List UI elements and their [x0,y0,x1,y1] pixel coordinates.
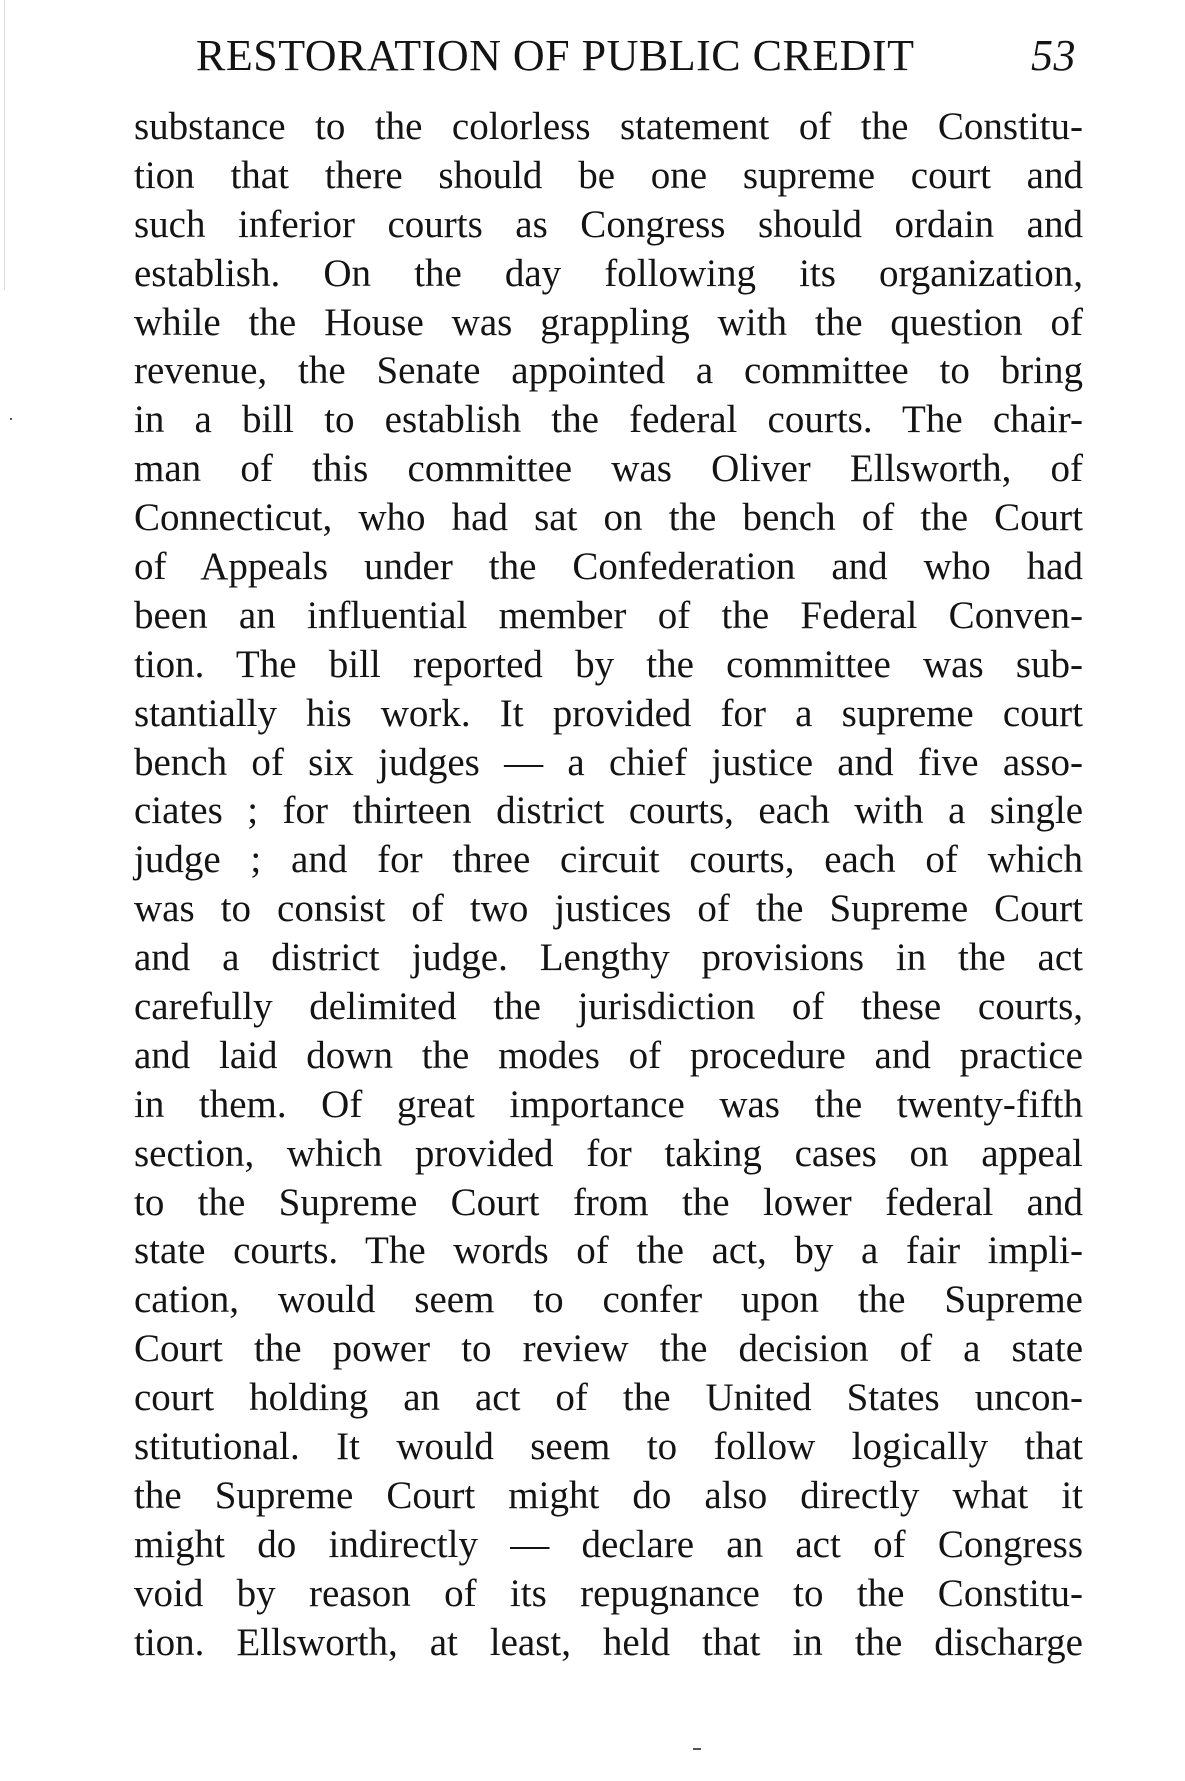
running-head [196,30,1076,90]
text-line: of Appeals under the Confederation and who had [134,545,1083,589]
text-line: stitutional. It would seem to follow logically that [134,1425,1083,1469]
text-line: to the Supreme Court from the lower federal and [134,1180,1083,1224]
text-line: void by reason of its repugnance to the Constitu- [134,1571,1083,1615]
text-line: the Supreme Court might do also directly what it [134,1473,1083,1517]
text-line: bench of six judges — a chief justice and five asso- [134,740,1083,784]
text-line: might do indirectly — declare an act of Congress [134,1522,1083,1566]
text-line: Connecticut, who had sat on the bench of the Court [134,496,1083,540]
text-line: tion. The bill reported by the committee was sub- [134,642,1083,686]
text-line: carefully delimited the jurisdiction of these courts, [134,985,1083,1029]
text-line: court holding an act of the United States uncon- [134,1376,1083,1420]
text-line: judge ; and for three circuit courts, each of which [134,838,1083,882]
text-line: establish. On the day following its organization, [134,251,1083,295]
text-line: stantially his work. It provided for a supreme court [134,691,1083,735]
text-line: such inferior courts as Congress should ordain and [134,202,1083,246]
text-line: cation, would seem to confer upon the Supreme [134,1278,1083,1322]
text-line: revenue, the Senate appointed a committee to bring [134,349,1083,393]
page-number: 53 [1031,31,1076,80]
text-line: ciates ; for thirteen district courts, each with a single [134,789,1083,833]
page-edge-shadow [4,0,5,290]
text-line: section, which provided for taking cases on appeal [134,1131,1083,1175]
text-line: in a bill to establish the federal courts. The chair- [134,398,1083,442]
text-line: and a district judge. Lengthy provisions in the act [134,936,1083,980]
text-line: tion. Ellsworth, at least, held that in the discharge [134,1620,1083,1664]
margin-speck [10,418,12,420]
text-line: in them. Of great importance was the twenty-fifth [134,1082,1083,1126]
body-paragraph [134,103,1083,1668]
text-line: was to consist of two justices of the Supreme Court [134,887,1083,931]
text-line: been an influential member of the Federal Conven- [134,593,1083,637]
text-line: and laid down the modes of procedure and practice [134,1033,1083,1077]
text-line: while the House was grappling with the question of [134,300,1083,344]
text-line: Court the power to review the decision of a state [134,1327,1083,1371]
print-speck [693,1748,701,1750]
text-line: man of this committee was Oliver Ellsworth, of [134,447,1083,491]
text-line: substance to the colorless statement of the Constitu- [134,105,1083,148]
text-line: tion that there should be one supreme court and [134,153,1083,197]
text-line: state courts. The words of the act, by a fair impli- [134,1229,1083,1273]
running-head-title: RESTORATION OF PUBLIC CREDIT [196,31,915,80]
